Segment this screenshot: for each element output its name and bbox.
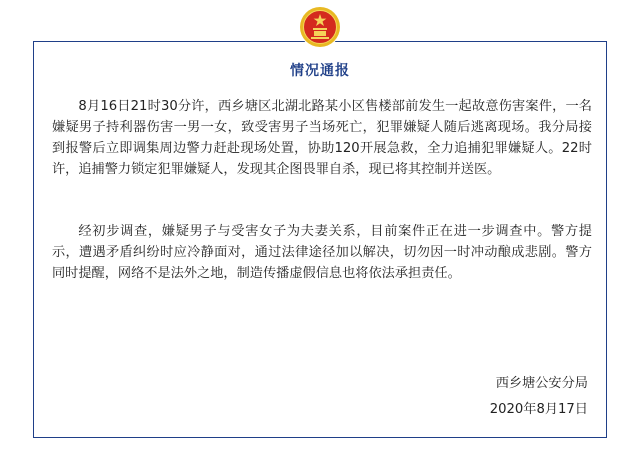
police-emblem-icon (299, 6, 341, 48)
issuer-name: 西乡塘公安分局 (495, 376, 588, 391)
notice-title: 情况通报 (290, 63, 350, 79)
notice-paragraph-2: 经初步调查，嫌疑男子与受害女子为夫妻关系，目前案件正在进一步调查中。警方提示，遭遇矛盾纠纷时应冷静面对，通过法律途径加以解决，切勿因一时冲动酿成悲剧。警方同时提醒，网络不是法外之地，制造传播虚假信息也将依法承担责任。 (52, 224, 592, 281)
issue-date: 2020年8月17日 (489, 402, 588, 417)
notice-paragraph-1: 8月16日21时30分许，西乡塘区北湖北路某小区售楼部前发生一起故意伤害案件，一名嫌疑男子持利器伤害一男一女，致受害男子当场死亡，犯罪嫌疑人随后逃离现场。我分局接到报警后立即调集周边警力赶赴现场处置，协助120开展急救，全力追捕犯罪嫌疑人。22时许，追捕警力锁定犯罪嫌疑人，发现其企图畏罪自杀，现已将其控制并送医。 (52, 99, 592, 177)
